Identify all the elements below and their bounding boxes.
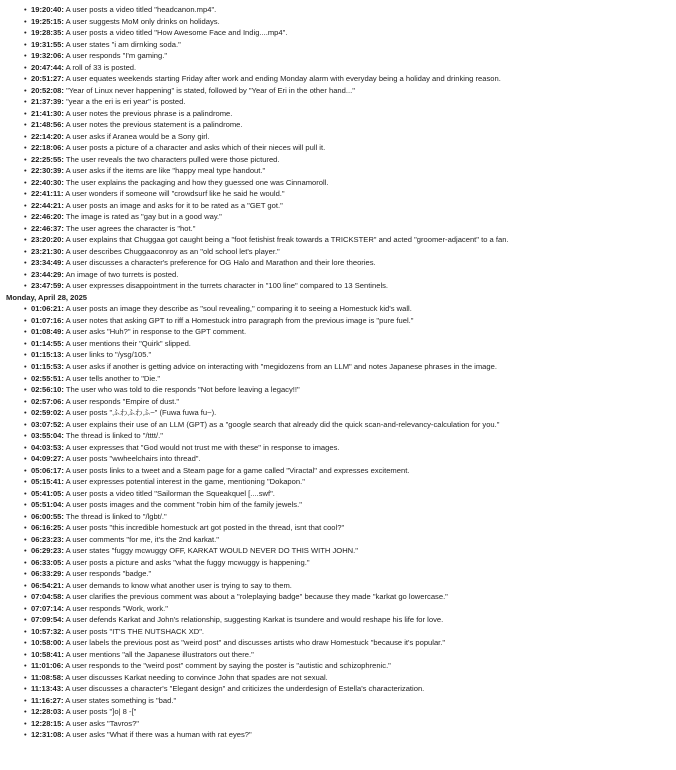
entry-text: A user comments "for me, it's the 2nd karkat." <box>65 534 219 544</box>
bullet-icon: • <box>24 569 27 579</box>
list-item <box>24 177 672 189</box>
timestamp: 05:15:41: <box>31 477 64 487</box>
list-item <box>24 545 672 557</box>
list-item <box>24 119 672 131</box>
timestamp: 22:18:06: <box>31 143 64 153</box>
list-item <box>24 591 672 603</box>
timestamp: 19:31:55: <box>31 39 64 49</box>
timestamp: 06:16:25: <box>31 523 64 533</box>
bullet-icon: • <box>24 603 27 613</box>
list-item <box>24 50 672 62</box>
entry-text: A user labels the previous post as "weird post" and discusses artists who draw Homestuck "because it's popular." <box>65 638 446 648</box>
bullet-icon: • <box>24 385 27 395</box>
list-item <box>24 430 672 442</box>
bullet-icon: • <box>24 62 27 72</box>
list-item <box>24 419 672 431</box>
bullet-icon: • <box>24 235 27 245</box>
list-item <box>24 396 672 408</box>
bullet-icon: • <box>24 327 27 337</box>
entry-text: The thread is linked to "/tttt/." <box>65 431 163 441</box>
timestamp: 06:33:05: <box>31 557 64 567</box>
timestamp: 01:15:53: <box>31 361 64 371</box>
list-item <box>24 603 672 615</box>
entry-text: A user responds "Empire of dust." <box>65 396 180 406</box>
bullet-icon: • <box>24 534 27 544</box>
bullet-icon: • <box>24 97 27 107</box>
bullet-icon: • <box>24 373 27 383</box>
list-item <box>24 488 672 500</box>
list-item <box>24 131 672 143</box>
list-item <box>24 660 672 672</box>
bullet-icon: • <box>24 592 27 602</box>
list-item <box>24 557 672 569</box>
bullet-icon: • <box>24 223 27 233</box>
entry-text: A user notes the previous statement is a palindrome. <box>65 120 243 130</box>
bullet-icon: • <box>24 74 27 84</box>
list-item <box>24 85 672 97</box>
timestamp: 22:41:11: <box>31 189 64 199</box>
entry-text: The user who was told to die responds "Not before leaving a legacy!!" <box>65 385 300 395</box>
timestamp: 10:58:00: <box>31 638 64 648</box>
list-item <box>24 4 672 16</box>
timestamp: 19:32:06: <box>31 51 64 61</box>
timestamp: 22:44:21: <box>31 200 64 210</box>
entry-text: A user tells another to "Die." <box>65 373 161 383</box>
entry-text: A user posts "]o| 8 -[" <box>65 707 137 717</box>
list-item <box>24 315 672 327</box>
timestamp: 06:29:23: <box>31 546 64 556</box>
list-item <box>24 257 672 269</box>
bullet-icon: • <box>24 580 27 590</box>
entry-text: The thread is linked to "/lgbt/." <box>65 511 167 521</box>
list-item <box>24 626 672 638</box>
bullet-icon: • <box>24 454 27 464</box>
bullet-icon: • <box>24 143 27 153</box>
list-item <box>24 165 672 177</box>
timestamp: 19:20:40: <box>31 5 64 14</box>
entry-text: A user explains that Chuggaa got caught being a "foot fetishist freak towards a TRICKSTER" and acted "groomer-adjacent" to a fan. <box>65 235 509 245</box>
timestamp: 06:54:21: <box>31 580 64 590</box>
bullet-icon: • <box>24 695 27 705</box>
entry-text: A user demands to know what another user is trying to say to them. <box>65 580 292 590</box>
entry-text: A user mentions their "Quirk" slipped. <box>65 338 191 348</box>
list-item <box>24 27 672 39</box>
timestamp: 01:06:21: <box>31 304 64 314</box>
bullet-icon: • <box>24 661 27 671</box>
entry-text: A user suggests MoM only drinks on holidays. <box>65 16 220 26</box>
timestamp: 06:00:55: <box>31 511 64 521</box>
list-item <box>24 729 672 741</box>
entry-text: A user responds "Work, work." <box>65 603 168 613</box>
timestamp: 11:16:27: <box>31 695 64 705</box>
summary-sections <box>0 4 676 741</box>
entry-text: The image is rated as "gay but in a good way." <box>65 212 222 222</box>
timestamp: 03:55:04: <box>31 431 64 441</box>
timestamp: 04:09:27: <box>31 454 64 464</box>
list-item <box>24 407 672 419</box>
entry-text: A user posts a picture of a character and asks which of their nieces will pull it. <box>65 143 326 153</box>
bullet-icon: • <box>24 511 27 521</box>
entry-list <box>0 303 676 741</box>
entry-text: A user asks if the items are like "happy meal type handout." <box>65 166 266 176</box>
timestamp: 20:52:08: <box>31 85 64 95</box>
timestamp: 21:48:56: <box>31 120 64 130</box>
bullet-icon: • <box>24 465 27 475</box>
entry-text: A user posts a video titled "headcanon.mp4". <box>65 5 217 14</box>
entry-text: A user states "fuggy mcwuggy OFF, KARKAT WOULD NEVER DO THIS WITH JOHN." <box>65 546 358 556</box>
bullet-icon: • <box>24 408 27 418</box>
bullet-icon: • <box>24 431 27 441</box>
list-item <box>24 246 672 258</box>
entry-text: "year a the eri is eri year" is posted. <box>66 97 186 107</box>
list-item <box>24 637 672 649</box>
timestamp: 05:51:04: <box>31 500 64 510</box>
bullet-icon: • <box>24 638 27 648</box>
list-item <box>24 223 672 235</box>
list-item <box>24 142 672 154</box>
timestamp: 23:44:29: <box>31 269 64 279</box>
bullet-icon: • <box>24 108 27 118</box>
list-item <box>24 568 672 580</box>
list-item <box>24 280 672 292</box>
timestamp: 07:09:54: <box>31 615 64 625</box>
list-item <box>24 442 672 454</box>
entry-text: A user posts links to a tweet and a Steam page for a game called "Viractal" and expresses excitement. <box>65 465 410 475</box>
timestamp: 12:28:15: <box>31 718 64 728</box>
entry-text: A user asks "What if there was a human with rat eyes?" <box>65 730 252 740</box>
list-item <box>24 534 672 546</box>
entry-text: A user expresses that "God would not trust me with these" in response to images. <box>65 442 340 452</box>
entry-text: A user posts a video titled "Sailorman the Squeakquel [....swf". <box>65 488 275 498</box>
list-item <box>24 511 672 523</box>
bullet-icon: • <box>24 212 27 222</box>
bullet-icon: • <box>24 707 27 717</box>
timestamp: 05:06:17: <box>31 465 64 475</box>
timestamp: 23:34:49: <box>31 258 64 268</box>
entry-text: A user asks if another is getting advice on interacting with "megidozens from an LLM" and notes Japanese phrases in the image. <box>65 361 497 371</box>
entry-text: A user discusses a character's "Elegant design" and criticizes the underdesign of Estella's characterization. <box>65 684 425 694</box>
list-item <box>24 269 672 281</box>
bullet-icon: • <box>24 315 27 325</box>
list-item <box>24 706 672 718</box>
timestamp: 11:13:43: <box>31 684 64 694</box>
timestamp: 22:14:20: <box>31 131 64 141</box>
bullet-icon: • <box>24 649 27 659</box>
entry-text: A user posts a video titled "How Awesome Face and Indig....mp4". <box>65 28 288 38</box>
timestamp: 07:04:58: <box>31 592 64 602</box>
list-item <box>24 465 672 477</box>
entry-text: "Year of Linux never happening" is stated, followed by "Year of Eri in the other hand..." <box>66 85 355 95</box>
entry-text: A user asks "Tavros?" <box>65 718 139 728</box>
list-item <box>24 672 672 684</box>
bullet-icon: • <box>24 626 27 636</box>
list-item <box>24 73 672 85</box>
entry-text: A user mentions "all the Japanese illustrators out there." <box>65 649 254 659</box>
bullet-icon: • <box>24 488 27 498</box>
entry-text: The user explains the packaging and how they guessed one was Cinnamoroll. <box>65 177 329 187</box>
bullet-icon: • <box>24 200 27 210</box>
entry-text: A user responds "I'm gaming." <box>65 51 168 61</box>
entry-text: A user asks if Aranea would be a Sony girl. <box>65 131 210 141</box>
entry-text: A user discusses a character's preference for OG Halo and Marathon and their lore theories. <box>65 258 376 268</box>
entry-text: A user states something is "bad." <box>65 695 177 705</box>
bullet-icon: • <box>24 166 27 176</box>
timestamp: 23:21:30: <box>31 246 64 256</box>
list-item <box>24 453 672 465</box>
bullet-icon: • <box>24 396 27 406</box>
bullet-icon: • <box>24 672 27 682</box>
list-item <box>24 476 672 488</box>
timestamp: 22:25:55: <box>31 154 64 164</box>
timestamp: 02:56:10: <box>31 385 64 395</box>
bullet-icon: • <box>24 361 27 371</box>
list-item <box>24 338 672 350</box>
bullet-icon: • <box>24 350 27 360</box>
entry-text: A user asks "Huh?" in response to the GPT comment. <box>65 327 247 337</box>
bullet-icon: • <box>24 269 27 279</box>
bullet-icon: • <box>24 189 27 199</box>
list-item <box>24 499 672 511</box>
bullet-icon: • <box>24 684 27 694</box>
timestamp: 02:59:02: <box>31 408 64 418</box>
bullet-icon: • <box>24 281 27 291</box>
bullet-icon: • <box>24 51 27 61</box>
bullet-icon: • <box>24 338 27 348</box>
timestamp: 01:08:49: <box>31 327 64 337</box>
entry-text: A user posts "ふわふわふ~" (Fuwa fuwa fu~). <box>65 408 217 418</box>
list-item <box>24 188 672 200</box>
entry-text: A user responds "badge." <box>65 569 152 579</box>
entry-text: The user agrees the character is "hot." <box>65 223 196 233</box>
entry-text: A user clarifies the previous comment was about a "roleplaying badge" because they made "karkat go lowercase." <box>65 592 448 602</box>
list-item <box>24 200 672 212</box>
timestamp: 02:57:06: <box>31 396 64 406</box>
timestamp: 19:25:15: <box>31 16 64 26</box>
bullet-icon: • <box>24 419 27 429</box>
list-item <box>24 373 672 385</box>
timestamp: 05:41:05: <box>31 488 64 498</box>
timestamp: 11:08:58: <box>31 672 64 682</box>
list-item <box>24 211 672 223</box>
timestamp: 22:30:39: <box>31 166 64 176</box>
entry-text: A user defends Karkat and John's relationship, suggesting Karkat is tsundere and would reshape his life for love. <box>65 615 444 625</box>
bullet-icon: • <box>24 154 27 164</box>
bullet-icon: • <box>24 5 27 14</box>
timestamp: 04:03:53: <box>31 442 64 452</box>
entry-text: A user equates weekends starting Friday after work and ending Monday alarm with everyday being a holiday and drinking reason. <box>65 74 501 84</box>
bullet-icon: • <box>24 39 27 49</box>
entry-text: A user posts "wwheelchairs into thread". <box>65 454 201 464</box>
timestamp: 12:28:03: <box>31 707 64 717</box>
entry-text: A user expresses potential interest in the game, mentioning "Dokapon." <box>65 477 305 487</box>
entry-text: A user notes the previous phrase is a palindrome. <box>65 108 233 118</box>
timestamp: 10:58:41: <box>31 649 64 659</box>
bullet-icon: • <box>24 28 27 38</box>
list-item <box>24 361 672 373</box>
entry-text: A user expresses disappointment in the turrets character in "100 line" compared to 13 Sentinels. <box>65 281 389 291</box>
timestamp: 01:07:16: <box>31 315 64 325</box>
timestamp: 22:40:30: <box>31 177 64 187</box>
entry-text: A user notes that asking GPT to riff a Homestuck intro paragraph from the previous image is "pure fuel." <box>65 315 414 325</box>
list-item <box>24 522 672 534</box>
list-item <box>24 695 672 707</box>
bullet-icon: • <box>24 718 27 728</box>
bullet-icon: • <box>24 177 27 187</box>
bullet-icon: • <box>24 546 27 556</box>
timestamp: 19:28:35: <box>31 28 64 38</box>
bullet-icon: • <box>24 85 27 95</box>
bullet-icon: • <box>24 120 27 130</box>
list-item <box>24 614 672 626</box>
bullet-icon: • <box>24 258 27 268</box>
timestamp: 06:23:23: <box>31 534 64 544</box>
entry-text: A user states "i am dirnking soda." <box>65 39 181 49</box>
timestamp: 07:07:14: <box>31 603 64 613</box>
timestamp: 21:41:30: <box>31 108 64 118</box>
timestamp: 03:07:52: <box>31 419 64 429</box>
timestamp: 20:47:44: <box>31 62 64 72</box>
list-item <box>24 96 672 108</box>
list-item <box>24 649 672 661</box>
bullet-icon: • <box>24 442 27 452</box>
timestamp: 01:14:55: <box>31 338 64 348</box>
bullet-icon: • <box>24 246 27 256</box>
entry-text: A roll of 33 is posted. <box>65 62 137 72</box>
list-item <box>24 16 672 28</box>
entry-text: A user posts an image and asks for it to be rated as a "GET got." <box>65 200 283 210</box>
timestamp: 10:57:32: <box>31 626 64 636</box>
list-item <box>24 580 672 592</box>
entry-text: A user posts a picture and asks "what the fuggy mcwuggy is happening." <box>65 557 310 567</box>
timestamp: 21:37:39: <box>31 97 64 107</box>
list-item <box>24 326 672 338</box>
list-item <box>24 62 672 74</box>
day-heading: Monday, April 28, 2025 <box>6 292 88 302</box>
list-item <box>24 154 672 166</box>
timestamp: 02:55:51: <box>31 373 64 383</box>
bullet-icon: • <box>24 16 27 26</box>
entry-text: A user describes Chuggaaconroy as an "old school let's player." <box>65 246 280 256</box>
timestamp: 22:46:20: <box>31 212 64 222</box>
bullet-icon: • <box>24 500 27 510</box>
entry-text: A user links to "/ysg/105." <box>65 350 152 360</box>
entry-text: A user posts images and the comment "robin him of the family jewels." <box>65 500 302 510</box>
list-item <box>24 234 672 246</box>
timestamp: 20:51:27: <box>31 74 64 84</box>
entry-text: A user posts "this incredible homestuck art got posted in the thread, isnt that cool?" <box>65 523 345 533</box>
entry-text: The user reveals the two characters pulled were those pictured. <box>65 154 280 164</box>
list-item <box>24 349 672 361</box>
timestamp: 23:47:59: <box>31 281 64 291</box>
entry-text: A user wonders if someone will "crowdsurf like he said he would." <box>65 189 285 199</box>
bullet-icon: • <box>24 730 27 740</box>
entry-text: A user responds to the "weird post" comment by saying the poster is "autistic and schizophrenic." <box>65 661 391 671</box>
entry-text: A user posts "IT'S THE NUTSHACK XD". <box>65 626 204 636</box>
list-item <box>24 39 672 51</box>
list-item <box>24 303 672 315</box>
timestamp: 23:20:20: <box>31 235 64 245</box>
timestamp: 11:01:06: <box>31 661 64 671</box>
entry-text: A user discusses Karkat needing to convince John that spades are not sexual. <box>65 672 328 682</box>
list-item <box>24 683 672 695</box>
timestamp: 12:31:08: <box>31 730 64 740</box>
bullet-icon: • <box>24 131 27 141</box>
list-item <box>24 384 672 396</box>
bullet-icon: • <box>24 523 27 533</box>
bullet-icon: • <box>24 477 27 487</box>
entry-list <box>0 4 676 292</box>
timestamp: 22:46:37: <box>31 223 64 233</box>
bullet-icon: • <box>24 557 27 567</box>
bullet-icon: • <box>24 304 27 314</box>
bullet-icon: • <box>24 615 27 625</box>
entry-text: An image of two turrets is posted. <box>65 269 179 279</box>
entry-text: A user posts an image they describe as "soul revealing," comparing it to seeing a Homestuck kid's wall. <box>65 304 412 314</box>
list-item <box>24 108 672 120</box>
timestamp: 01:15:13: <box>31 350 64 360</box>
list-item <box>24 718 672 730</box>
entry-text: A user explains their use of an LLM (GPT) as a "google search that already did the quick scan-and-relevancy-calculation for you." <box>65 419 500 429</box>
timestamp: 06:33:29: <box>31 569 64 579</box>
